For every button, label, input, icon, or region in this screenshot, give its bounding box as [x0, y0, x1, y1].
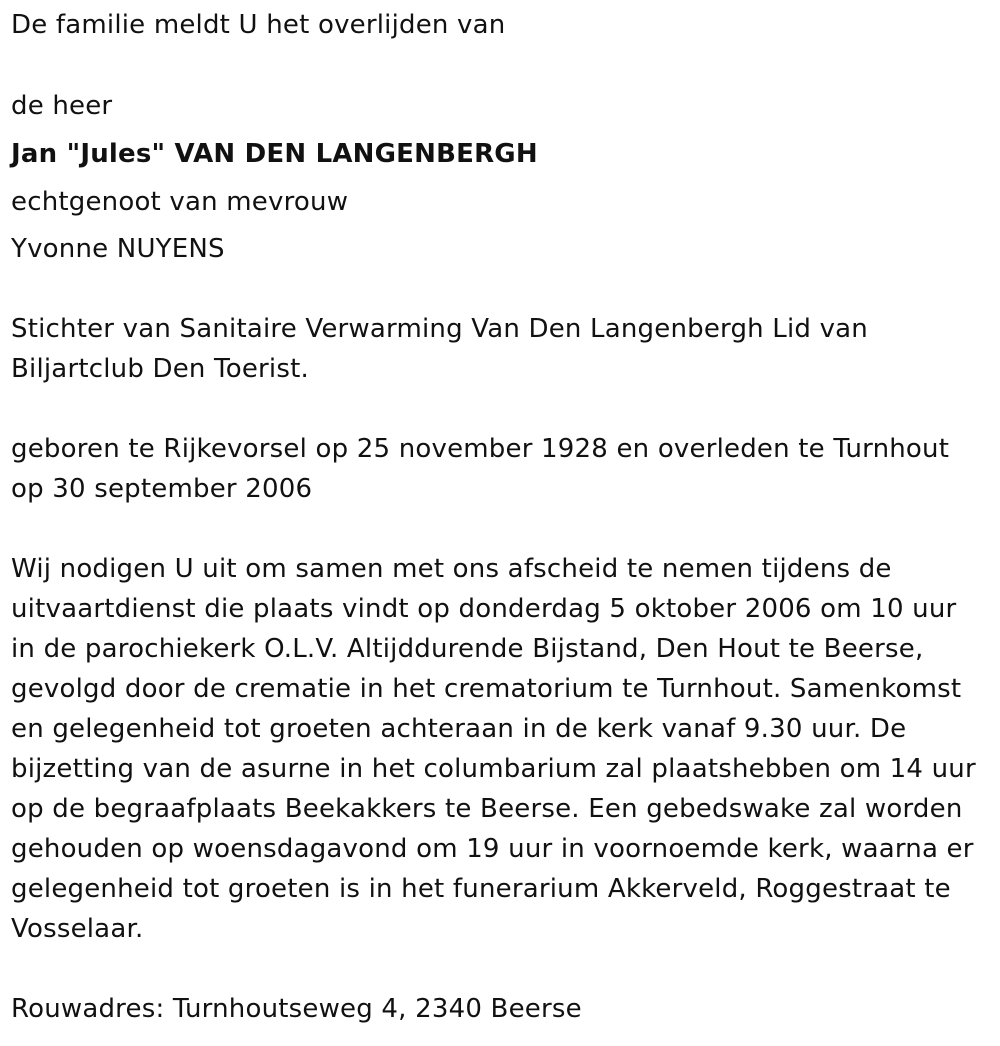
deceased-name: Jan "Jules" VAN DEN LANGENBERGH [11, 139, 538, 169]
biography-line: Stichter van Sanitaire Verwarming Van Den Langenbergh Lid van [11, 314, 868, 344]
salutation: de heer [11, 91, 113, 121]
birth-death-line: geboren te Rijkevorsel op 25 november 1928 en overleden te Turnhout [11, 434, 950, 464]
birth-death-line: op 30 september 2006 [11, 474, 313, 504]
biography-line: Biljartclub Den Toerist. [11, 354, 309, 384]
invitation-line: in de parochiekerk O.L.V. Altijddurende Bijstand, Den Hout te Beerse, [11, 634, 924, 664]
birth-death-paragraph [11, 429, 996, 509]
invitation-line: uitvaartdienst die plaats vindt op donderdag 5 oktober 2006 om 10 uur [11, 594, 957, 624]
invitation-line: Wij nodigen U uit om samen met ons afscheid te nemen tijdens de [11, 554, 892, 584]
invitation-line: bijzetting van de asurne in het columbarium zal plaatshebben om 14 uur [11, 754, 976, 784]
spouse-label: echtgenoot van mevrouw [11, 187, 349, 217]
invitation-paragraph [11, 549, 996, 949]
invitation-line: gehouden op woensdagavond om 19 uur in voornoemde kerk, waarna er [11, 834, 974, 864]
invitation-line: op de begraafplaats Beekakkers te Beerse. Een gebedswake zal worden [11, 794, 963, 824]
invitation-line: gelegenheid tot groeten is in het funerarium Akkerveld, Roggestraat te [11, 874, 951, 904]
invitation-line: Vosselaar. [11, 914, 144, 944]
invitation-line: en gelegenheid tot groeten achteraan in de kerk vanaf 9.30 uur. De [11, 714, 907, 744]
spouse-name: Yvonne NUYENS [11, 234, 225, 264]
biography-paragraph [11, 309, 996, 389]
mourning-address: Rouwadres: Turnhoutseweg 4, 2340 Beerse [11, 994, 582, 1024]
intro-text: De familie meldt U het overlijden van [11, 10, 506, 40]
invitation-line: gevolgd door de crematie in het crematorium te Turnhout. Samenkomst [11, 674, 962, 704]
